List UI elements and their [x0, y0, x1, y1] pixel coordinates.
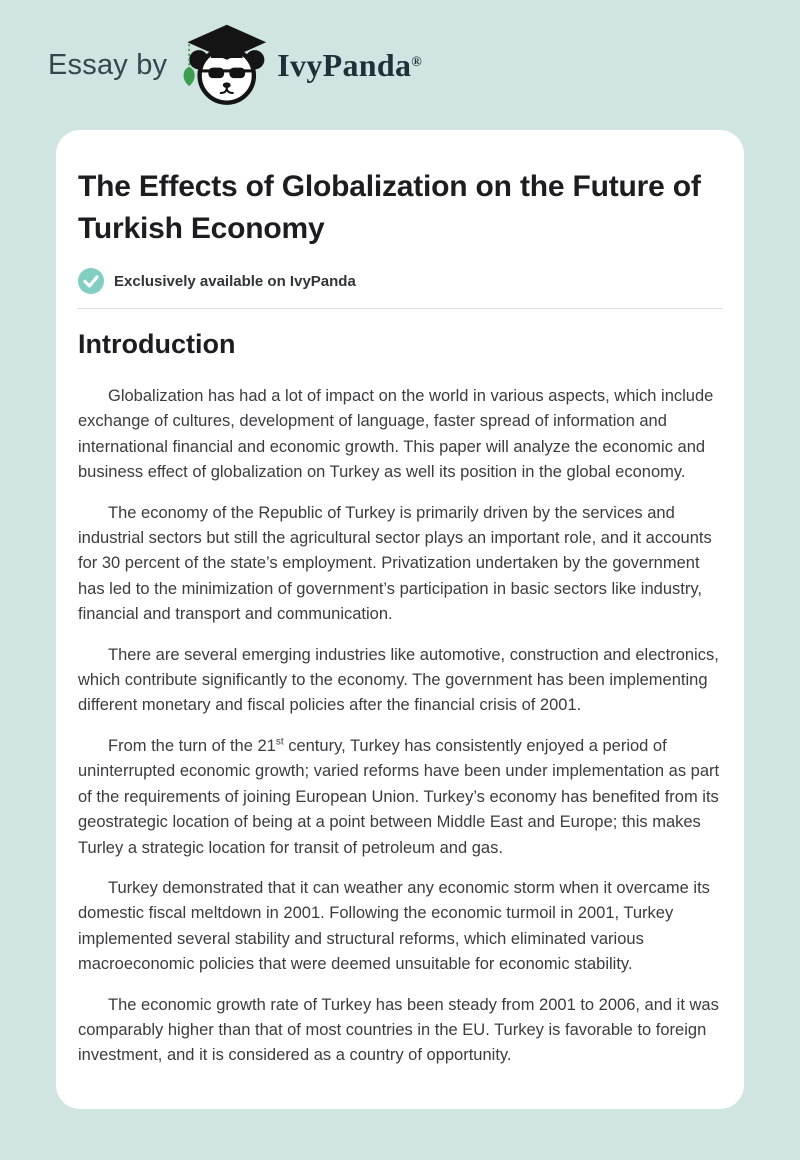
header-prefix: Essay by	[48, 48, 168, 81]
paragraph-1-text: Globalization has had a lot of impact on the world in various aspects, which include exchange of cultures, development of language, faster spread of information and international financial and economic growth. This paper will analyze the economic and business effect of globalization on Turkey as well its position in the global economy.	[78, 387, 714, 482]
divider	[78, 308, 722, 309]
essay-card	[56, 130, 744, 1109]
registered-mark: ®	[411, 55, 423, 71]
paragraph-6	[78, 993, 722, 1069]
check-icon	[78, 268, 104, 294]
paragraph-5-text: Turkey demonstrated that it can weather any economic storm when it overcame its domestic fiscal meltdown in 2001. Following the economic turmoil in 2001, Turkey implemented several stability and structural reforms, which eliminated various macroeconomic policies that were deemed unsuitable for economic stability.	[78, 878, 710, 974]
paragraph-3	[78, 643, 722, 719]
brand-text: IvyPanda	[277, 46, 412, 83]
paragraph-6-text: The economic growth rate of Turkey has been steady from 2001 to 2006, and it was comparably higher than that of most countries in the EU. Turkey is favorable to foreign investment, and it is considered as a country of opportunity.	[78, 995, 719, 1065]
section-heading: Introduction	[78, 329, 236, 359]
paragraph-4	[78, 734, 722, 861]
ivypanda-panda-logo-icon	[181, 23, 269, 107]
essay-title: The Effects of Globalization on the Future of Turkish Economy	[78, 170, 701, 245]
badge-label: Exclusively available on IvyPanda	[114, 272, 356, 290]
brand-name	[277, 47, 422, 84]
paragraph-4-text-pre: From the turn of the 21	[108, 736, 276, 755]
paragraph-2	[78, 501, 722, 628]
ordinal-superscript: st	[275, 736, 284, 748]
paragraph-2-text: The economy of the Republic of Turkey is primarily driven by the services and industrial sectors but still the agricultural sector plays an important role, and it accounts for 30 percent of the state’s employment. Privatization undertaken by the government has led to the minimization of government’s participation in basic sectors like industry, financial and transport and communication.	[78, 503, 712, 624]
paragraph-5	[78, 876, 722, 978]
site-header	[0, 0, 800, 130]
exclusive-badge	[78, 268, 722, 294]
paragraph-1	[78, 384, 722, 486]
paragraph-3-text: There are several emerging industries like automotive, construction and electronics, which contribute significantly to the economy. The government has been implementing different monetary and fiscal policies after the financial crisis of 2001.	[78, 645, 719, 715]
paragraph-4-text-post: century, Turkey has consistently enjoyed a period of uninterrupted economic growth; varied reforms have been under implementation as part of the requirements of joining European Union. Turkey’s economy has benefited from its geostrategic location of being at a point between Middle East and Europe; this makes Turley a strategic location for transit of petroleum and gas.	[78, 736, 720, 857]
